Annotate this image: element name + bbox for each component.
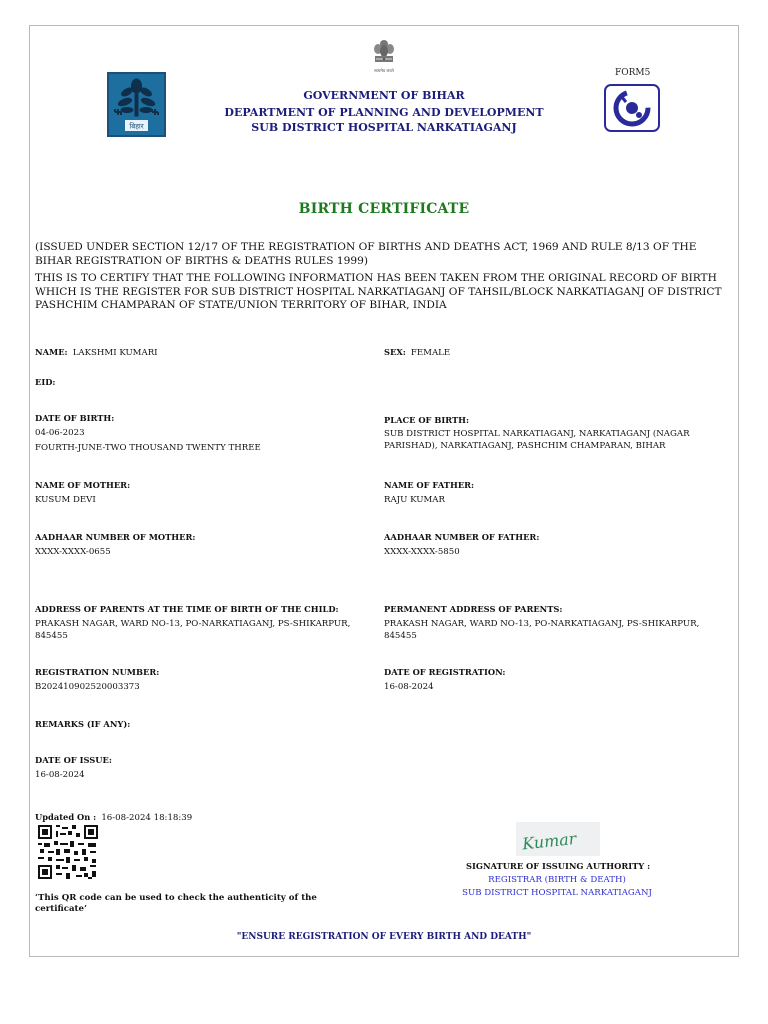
issue-date-label: DATE OF ISSUE: xyxy=(35,755,112,765)
signature-image xyxy=(516,822,600,856)
svg-text:बिहार: बिहार xyxy=(129,122,144,131)
address-perm-label: PERMANENT ADDRESS OF PARENTS: xyxy=(384,604,563,614)
father-label: NAME OF FATHER: xyxy=(384,480,475,490)
aadhaar-mother-label: AADHAAR NUMBER OF MOTHER: xyxy=(35,532,196,542)
pob-value: SUB DISTRICT HOSPITAL NARKATIAGANJ, NARKATIAGANJ (NAGAR PARISHAD), NARKATIAGANJ, PASHCHIM CHAMPARAN, BIHAR xyxy=(384,429,690,451)
address-birth-value: PRAKASH NAGAR, WARD NO-13, PO-NARKATIAGANJ, PS-SHIKARPUR, 845455 xyxy=(35,619,351,641)
office-header: SUB DISTRICT HOSPITAL NARKATIAGANJ xyxy=(251,121,517,134)
remarks-label: REMARKS (IF ANY): xyxy=(35,719,131,729)
issued-under-text: (ISSUED UNDER SECTION 12/17 OF THE REGISTRATION OF BIRTHS AND DEATHS ACT, 1969 AND RULE 8/13 OF THE BIHAR REGISTRATION OF BIRTHS & DEATHS RULES 1999) xyxy=(35,241,697,267)
registrar-role: REGISTRAR (BIRTH & DEATH) xyxy=(488,875,626,885)
pob-label: PLACE OF BIRTH: xyxy=(384,415,470,425)
national-emblem-icon xyxy=(372,38,396,78)
registrar-office: SUB DISTRICT HOSPITAL NARKATIAGANJ xyxy=(462,888,652,898)
name-label: NAME: xyxy=(35,347,68,357)
mother-value: KUSUM DEVI xyxy=(35,495,96,505)
aadhaar-father-label: AADHAAR NUMBER OF FATHER: xyxy=(384,532,540,542)
certificate-title: BIRTH CERTIFICATE xyxy=(298,201,470,217)
svg-text:Kumar: Kumar xyxy=(521,828,578,854)
svg-text:सत्यमेव जयते: सत्यमेव जयते xyxy=(374,68,394,73)
footer-slogan: "ENSURE REGISTRATION OF EVERY BIRTH AND DEATH" xyxy=(236,932,532,942)
govt-header: GOVERNMENT OF BIHAR xyxy=(303,89,465,102)
address-perm-value: PRAKASH NAGAR, WARD NO-13, PO-NARKATIAGANJ, PS-SHIKARPUR, 845455 xyxy=(384,619,700,641)
reg-number-value: B202410902520003373 xyxy=(35,682,140,692)
reg-date-value: 16-08-2024 xyxy=(384,682,434,692)
aadhaar-father-value: XXXX-XXXX-5850 xyxy=(384,547,460,557)
sex-field xyxy=(384,340,714,359)
updated-on-field xyxy=(35,805,365,824)
qr-code-icon xyxy=(38,825,98,879)
department-header: DEPARTMENT OF PLANNING AND DEVELOPMENT xyxy=(224,106,544,119)
signature-title: SIGNATURE OF ISSUING AUTHORITY : xyxy=(466,861,651,871)
issue-date-value: 16-08-2024 xyxy=(35,770,85,780)
form-label: FORM5 xyxy=(615,68,651,78)
sex-label: SEX: xyxy=(384,347,406,357)
dob-value: 04-06-2023 xyxy=(35,428,85,438)
sex-value: FEMALE xyxy=(410,348,451,358)
dob-words: FOURTH-JUNE-TWO THOUSAND TWENTY THREE xyxy=(35,443,261,453)
address-birth-label: ADDRESS OF PARENTS AT THE TIME OF BIRTH OF THE CHILD: xyxy=(35,604,339,614)
certify-text: THIS IS TO CERTIFY THAT THE FOLLOWING INFORMATION HAS BEEN TAKEN FROM THE ORIGINAL RECORD OF BIRTH WHICH IS THE REGISTER FOR SUB DISTRICT HOSPITAL NARKATIAGANJ OF TAHSIL/BLOCK NARKATIAGANJ OF DISTRICT PASHCHIM CHAMPARAN OF STATE/UNION TERRITORY OF BIHAR, INDIA xyxy=(35,272,722,311)
qr-note: ‘This QR code can be used to check the authenticity of the certificate’ xyxy=(35,893,317,914)
name-field xyxy=(35,340,365,359)
name-value: LAKSHMI KUMARI xyxy=(72,348,158,358)
eid-label: EID: xyxy=(35,377,56,387)
reg-number-label: REGISTRATION NUMBER: xyxy=(35,667,160,677)
mother-label: NAME OF MOTHER: xyxy=(35,480,131,490)
aadhaar-mother-value: XXXX-XXXX-0655 xyxy=(35,547,111,557)
updated-on-value: 16-08-2024 18:18:39 xyxy=(101,813,193,823)
reg-date-label: DATE OF REGISTRATION: xyxy=(384,667,506,677)
father-value: RAJU KUMAR xyxy=(384,495,445,505)
dob-label: DATE OF BIRTH: xyxy=(35,413,115,423)
updated-on-label: Updated On : xyxy=(35,812,97,822)
